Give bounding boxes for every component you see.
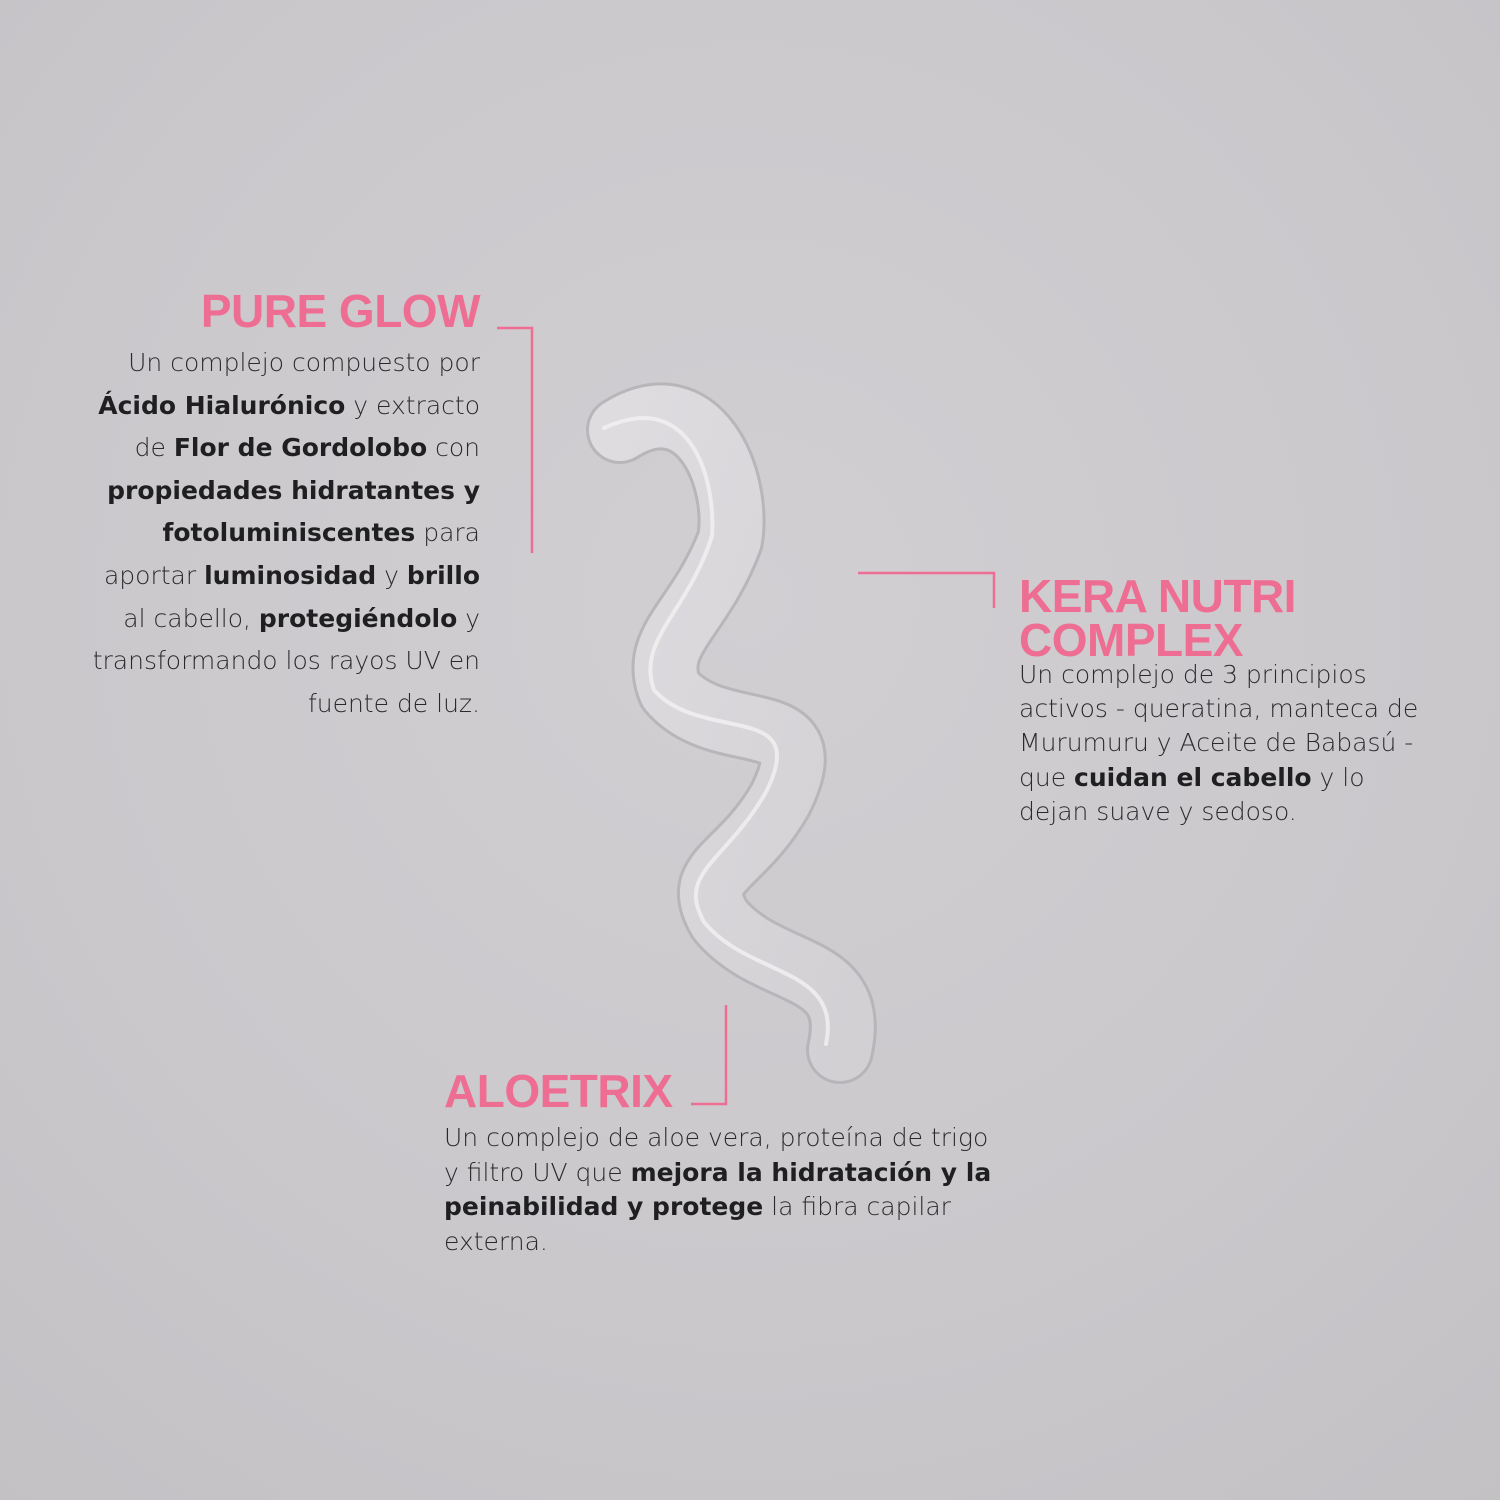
body-text-run: Un complejo compuesto por	[128, 348, 480, 377]
aloetrix-title: ALOETRIX	[444, 1065, 673, 1117]
emphasis-text: protegiéndolo	[258, 603, 458, 633]
pure-glow-description	[90, 342, 480, 725]
body-text-run: y transformando los rayos UV en fuente de luz.	[92, 603, 480, 718]
body-text-run: y extracto de	[134, 390, 480, 463]
body-text-run: para aportar	[103, 518, 480, 590]
emphasis-text: cuidan el cabello	[1074, 762, 1312, 792]
body-text-run: con	[427, 433, 480, 463]
emphasis-text: propiedades hidratantes y fotoluminiscentes	[107, 475, 480, 548]
body-text-run: la fibra capilar externa.	[444, 1192, 951, 1256]
aloetrix-description	[444, 1121, 1004, 1259]
body-text-run: y lo dejan suave y sedoso.	[1019, 762, 1365, 826]
body-text-run: y	[376, 560, 407, 590]
aloetrix-connector	[691, 1005, 726, 1104]
kera-nutri-complex-title: KERA NUTRI COMPLEX	[1019, 570, 1296, 666]
body-text-run: Un complejo de aloe vera, proteína de trigo y filtro UV que	[444, 1123, 989, 1187]
emphasis-text: mejora la hidratación y la peinabilidad y protege	[444, 1157, 992, 1221]
emphasis-text: brillo	[406, 560, 480, 590]
emphasis-text: Ácido Hialurónico	[98, 390, 346, 420]
body-text-run: Un complejo de 3 principios activos - queratina, manteca de Murumuru y Aceite de Babasú - que	[1019, 660, 1419, 792]
emphasis-text: luminosidad	[204, 560, 377, 590]
pure-glow-title: PURE GLOW	[200, 285, 480, 337]
emphasis-text: Flor de Gordolobo	[173, 433, 428, 463]
kera-connector	[858, 573, 994, 608]
kera-nutri-complex-description	[1019, 658, 1439, 829]
pure-glow-connector	[497, 328, 532, 553]
body-text-run: al cabello,	[123, 603, 259, 633]
